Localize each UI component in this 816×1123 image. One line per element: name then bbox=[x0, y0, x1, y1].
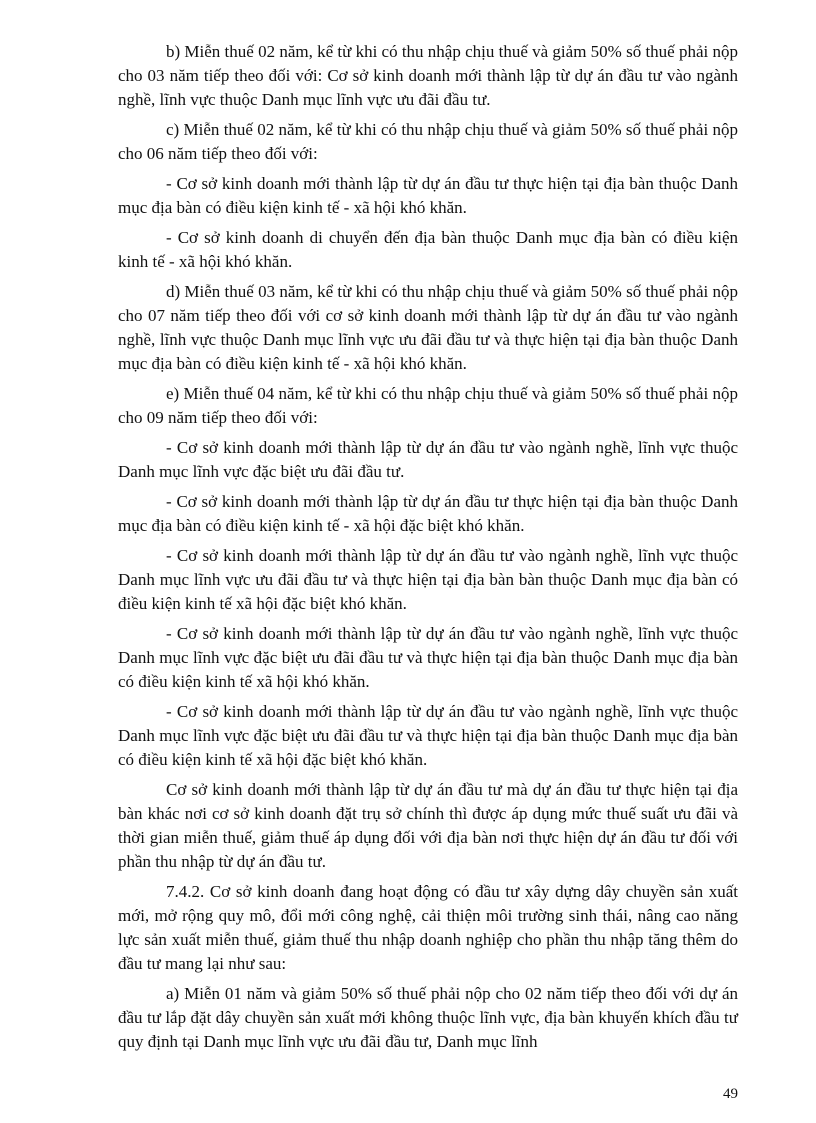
paragraph-e-item-5: - Cơ sở kinh doanh mới thành lập từ dự án đầu tư vào ngành nghề, lĩnh vực thuộc Danh mục lĩnh vực đặc biệt ưu đãi đầu tư và thực hiện tại địa bàn thuộc Danh mục địa bàn có điều kiện kinh tế xã hội đặc biệt khó khăn. bbox=[118, 702, 738, 769]
paragraph-e-item-4: - Cơ sở kinh doanh mới thành lập từ dự án đầu tư vào ngành nghề, lĩnh vực thuộc Danh mục lĩnh vực đặc biệt ưu đãi đầu tư và thực hiện tại địa bàn thuộc Danh mục địa bàn có điều kiện kinh tế xã hội khó khăn. bbox=[118, 624, 738, 691]
paragraph-c: c) Miễn thuế 02 năm, kể từ khi có thu nhập chịu thuế và giảm 50% số thuế phải nộp cho 06 năm tiếp theo đối với: bbox=[118, 120, 738, 163]
paragraph-c-item-2: - Cơ sở kinh doanh di chuyển đến địa bàn thuộc Danh mục địa bàn có điều kiện kinh tế - xã hội khó khăn. bbox=[118, 228, 738, 271]
paragraph-other-location: Cơ sở kinh doanh mới thành lập từ dự án đầu tư mà dự án đầu tư thực hiện tại địa bàn khác nơi cơ sở kinh doanh đặt trụ sở chính thì được áp dụng mức thuế suất ưu đãi và thời gian miễn thuế, giảm thuế áp dụng đối với địa bàn nơi thực hiện dự án đầu tư đối với phần thu nhập từ dự án đầu tư. bbox=[118, 780, 738, 871]
paragraph-7-4-2: 7.4.2. Cơ sở kinh doanh đang hoạt động có đầu tư xây dựng dây chuyền sản xuất mới, mở rộng quy mô, đổi mới công nghệ, cải thiện môi trường sinh thái, nâng cao năng lực sản xuất miễn thuế, giảm thuế thu nhập doanh nghiệp cho phần thu nhập tăng thêm do đầu tư mang lại như sau: bbox=[118, 882, 738, 973]
paragraph-c-item-1: - Cơ sở kinh doanh mới thành lập từ dự án đầu tư thực hiện tại địa bàn thuộc Danh mục địa bàn có điều kiện kinh tế - xã hội khó khăn. bbox=[118, 174, 738, 217]
page-number: 49 bbox=[723, 1086, 738, 1102]
paragraph-b: b) Miễn thuế 02 năm, kể từ khi có thu nhập chịu thuế và giảm 50% số thuế phải nộp cho 03 năm tiếp theo đối với: Cơ sở kinh doanh mới thành lập từ dự án đầu tư vào ngành nghề, lĩnh vực thuộc Danh mục lĩnh vực ưu đãi đầu tư. bbox=[118, 42, 738, 109]
paragraph-e-item-1: - Cơ sở kinh doanh mới thành lập từ dự án đầu tư vào ngành nghề, lĩnh vực thuộc Danh mục lĩnh vực đặc biệt ưu đãi đầu tư. bbox=[118, 438, 738, 481]
document-page bbox=[118, 40, 738, 1060]
paragraph-e-item-2: - Cơ sở kinh doanh mới thành lập từ dự án đầu tư thực hiện tại địa bàn thuộc Danh mục địa bàn có điều kiện kinh tế - xã hội đặc biệt khó khăn. bbox=[118, 492, 738, 535]
paragraph-e: e) Miễn thuế 04 năm, kể từ khi có thu nhập chịu thuế và giảm 50% số thuế phải nộp cho 09 năm tiếp theo đối với: bbox=[118, 384, 738, 427]
paragraph-7-4-2-a: a) Miễn 01 năm và giảm 50% số thuế phải nộp cho 02 năm tiếp theo đối với dự án đầu tư lắp đặt dây chuyền sản xuất mới không thuộc lĩnh vực, địa bàn khuyến khích đầu tư quy định tại Danh mục lĩnh vực ưu đãi đầu tư, Danh mục lĩnh bbox=[118, 984, 738, 1051]
paragraph-e-item-3: - Cơ sở kinh doanh mới thành lập từ dự án đầu tư vào ngành nghề, lĩnh vực thuộc Danh mục lĩnh vực ưu đãi đầu tư và thực hiện tại địa bàn bàn thuộc Danh mục địa bàn có điều kiện kinh tế xã hội đặc biệt khó khăn. bbox=[118, 546, 738, 613]
paragraph-d: d) Miễn thuế 03 năm, kể từ khi có thu nhập chịu thuế và giảm 50% số thuế phải nộp cho 07 năm tiếp theo đối với cơ sở kinh doanh mới thành lập từ dự án đầu tư vào ngành nghề, lĩnh vực thuộc Danh mục lĩnh vực ưu đãi đầu tư và thực hiện tại địa bàn thuộc Danh mục địa bàn có điều kiện kinh tế - xã hội khó khăn. bbox=[118, 282, 738, 373]
